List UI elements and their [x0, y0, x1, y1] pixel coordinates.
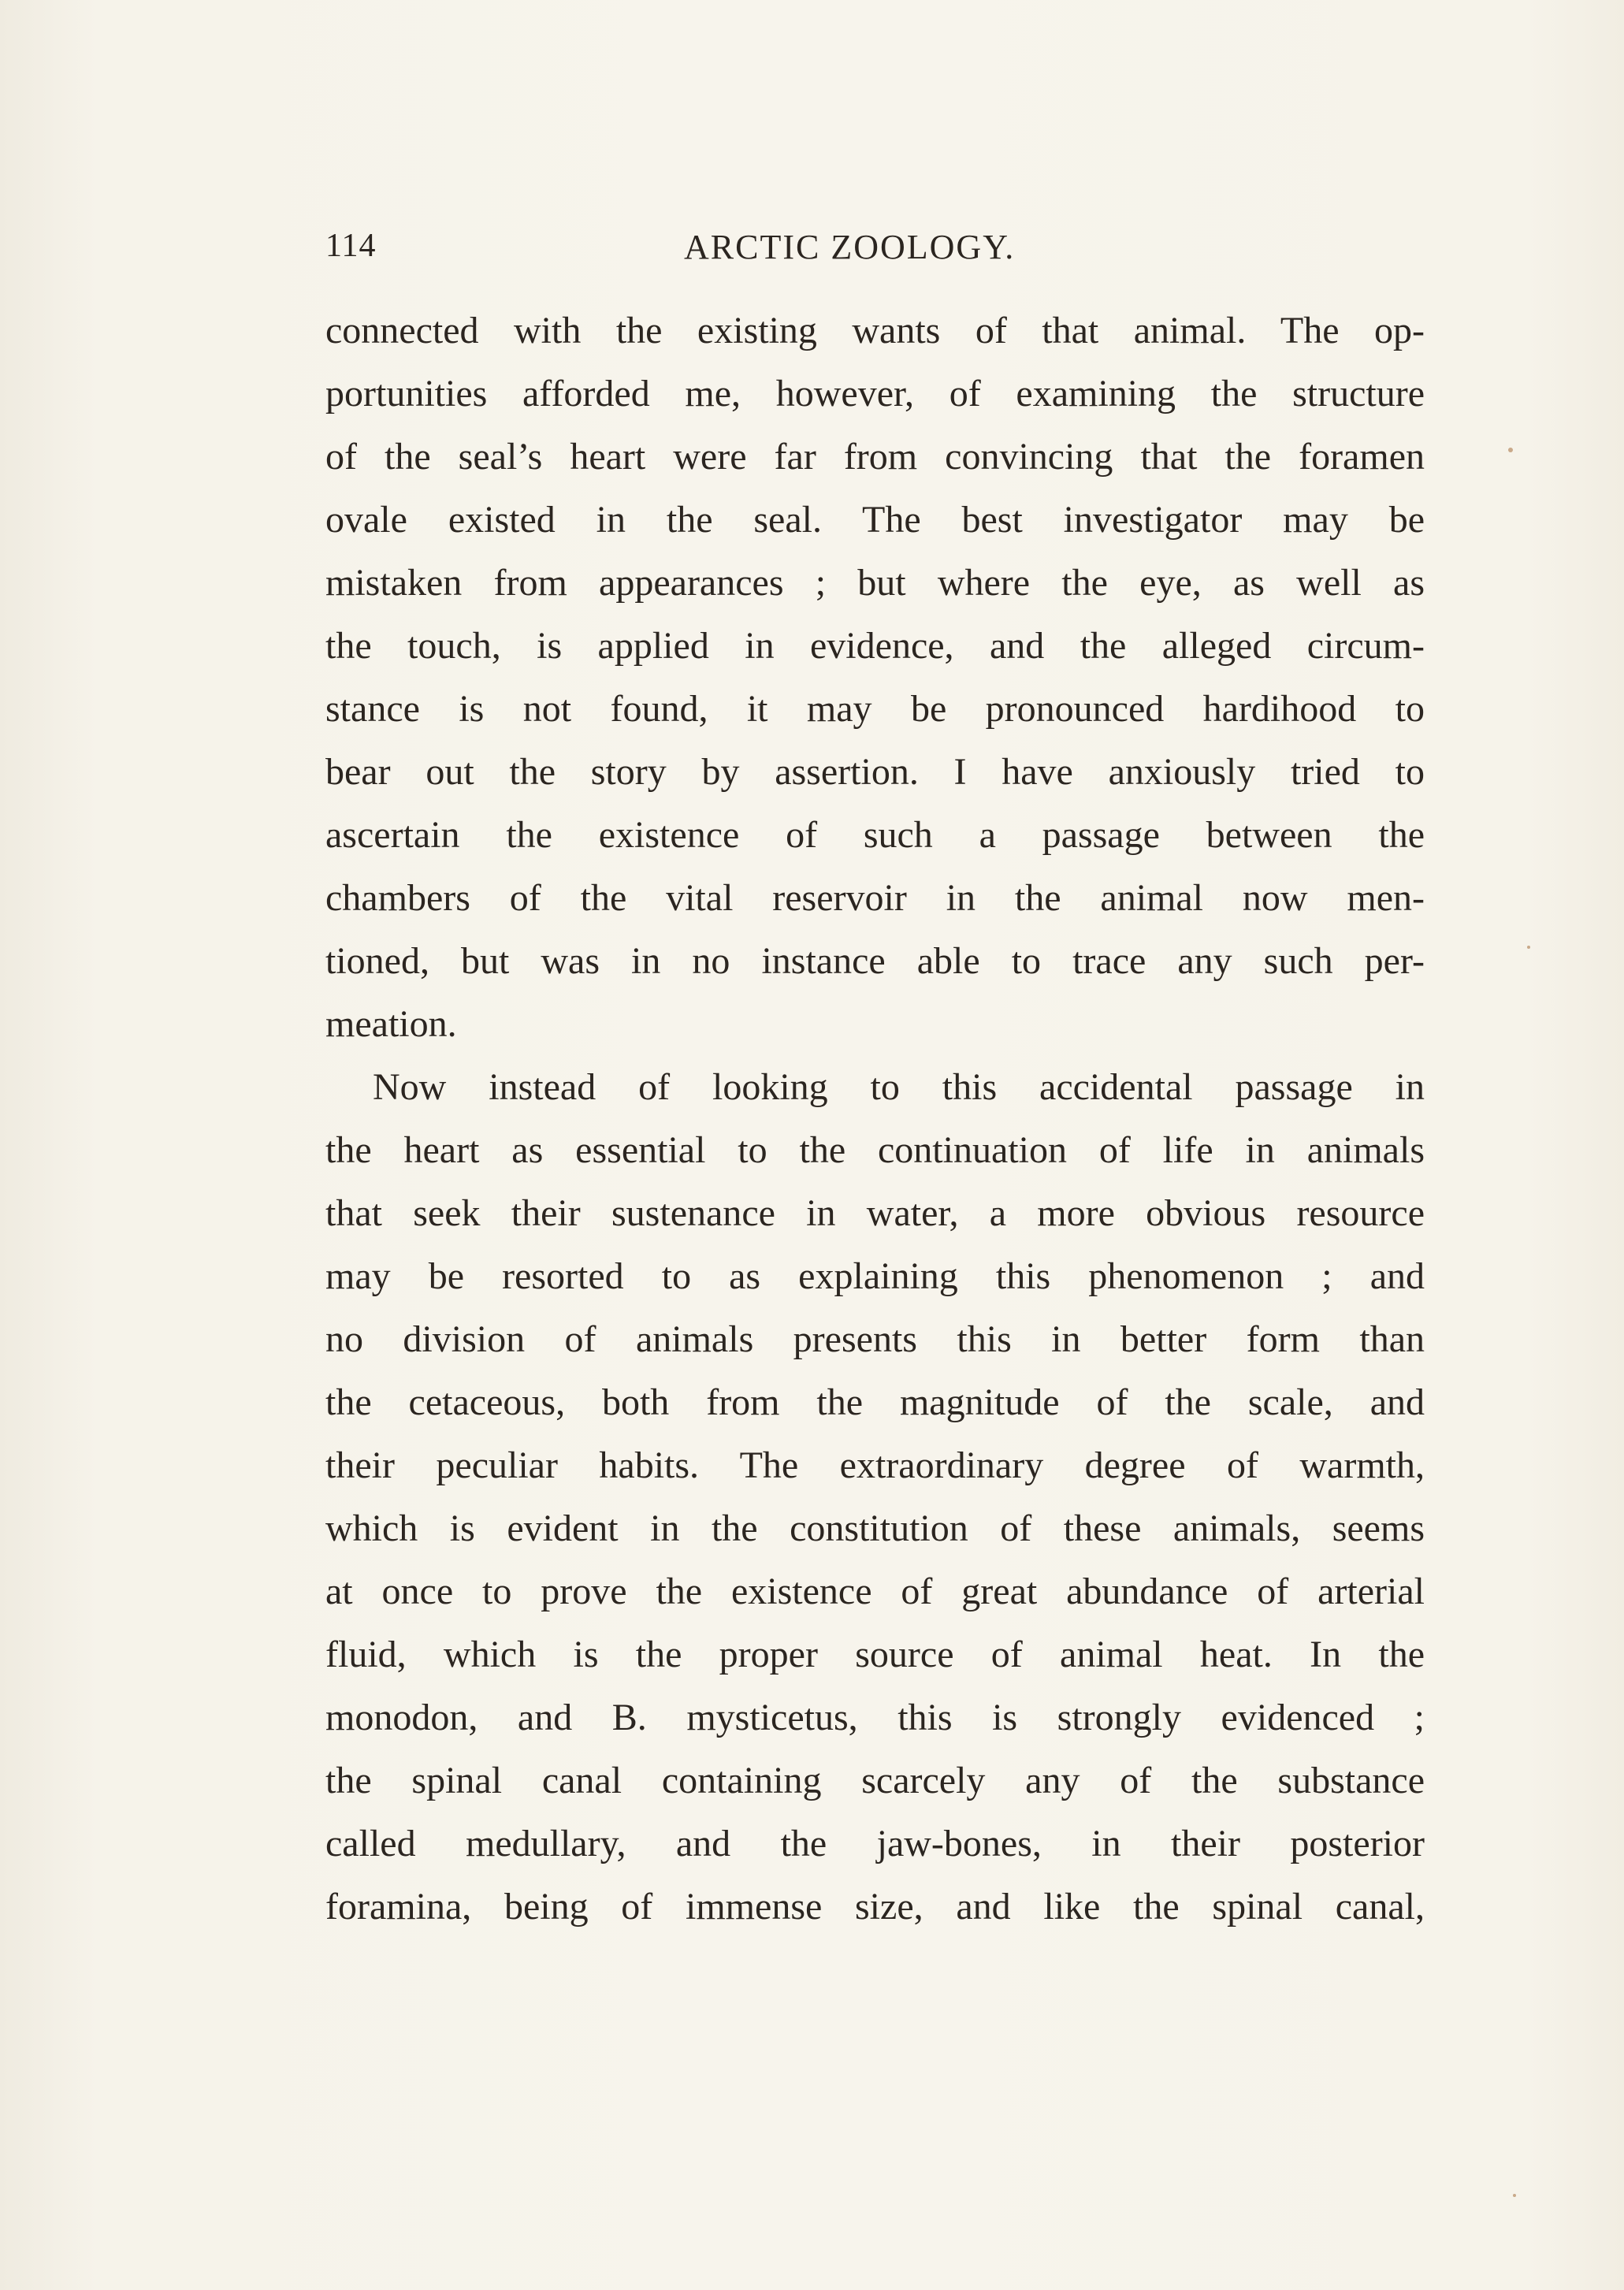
text-line: that seek their sustenance in water, a more obvious resource — [325, 1192, 1425, 1234]
text-line: bear out the story by assertion. I have anxiously tried to — [325, 751, 1425, 793]
text-line: monodon, and B. mysticetus, this is strongly evidenced ; — [325, 1697, 1425, 1738]
text-line: portunities afforded me, however, of examining the structure — [325, 373, 1425, 415]
text-line: their peculiar habits. The extraordinary degree of warmth, — [325, 1444, 1425, 1486]
body-text — [325, 299, 1425, 1939]
text-line: the cetaceous, both from the magnitude of the scale, and — [325, 1381, 1425, 1423]
text-line: Now instead of looking to this accidental passage in — [373, 1066, 1425, 1108]
text-line: connected with the existing wants of that animal. The op- — [325, 310, 1425, 351]
text-line: foramina, being of immense size, and like the spinal canal, — [325, 1886, 1425, 1928]
running-head — [325, 227, 1429, 274]
text-line: may be resorted to as explaining this phenomenon ; and — [325, 1255, 1425, 1297]
text-line: stance is not found, it may be pronounced hardihood to — [325, 688, 1425, 730]
paper-speck — [1527, 946, 1530, 949]
paper-speck — [1513, 2194, 1516, 2197]
text-line: ovale existed in the seal. The best investigator may be — [325, 499, 1425, 541]
text-line: the spinal canal containing scarcely any of the substance — [325, 1760, 1425, 1801]
text-line: chambers of the vital reservoir in the animal now men- — [325, 877, 1425, 919]
text-line: no division of animals presents this in better form than — [325, 1318, 1425, 1360]
text-line: which is evident in the constitution of these animals, seems — [325, 1507, 1425, 1549]
text-line: mistaken from appearances ; but where the eye, as well as — [325, 562, 1425, 604]
text-line: the heart as essential to the continuation of life in animals — [325, 1129, 1425, 1171]
text-line: the touch, is applied in evidence, and the alleged circum- — [325, 625, 1425, 667]
text-line: meation. — [325, 1003, 457, 1045]
text-line: tioned, but was in no instance able to trace any such per- — [325, 940, 1425, 982]
page-number: 114 — [325, 228, 377, 264]
running-title: ARCTIC ZOOLOGY. — [684, 228, 1016, 266]
text-line: at once to prove the existence of great abundance of arterial — [325, 1571, 1425, 1612]
text-line: ascertain the existence of such a passage between the — [325, 814, 1425, 856]
text-line: fluid, which is the proper source of animal heat. In the — [325, 1634, 1425, 1675]
text-line: of the seal’s heart were far from convincing that the foramen — [325, 436, 1425, 478]
paper-speck — [1508, 448, 1513, 452]
text-line: called medullary, and the jaw-bones, in their posterior — [325, 1823, 1425, 1864]
